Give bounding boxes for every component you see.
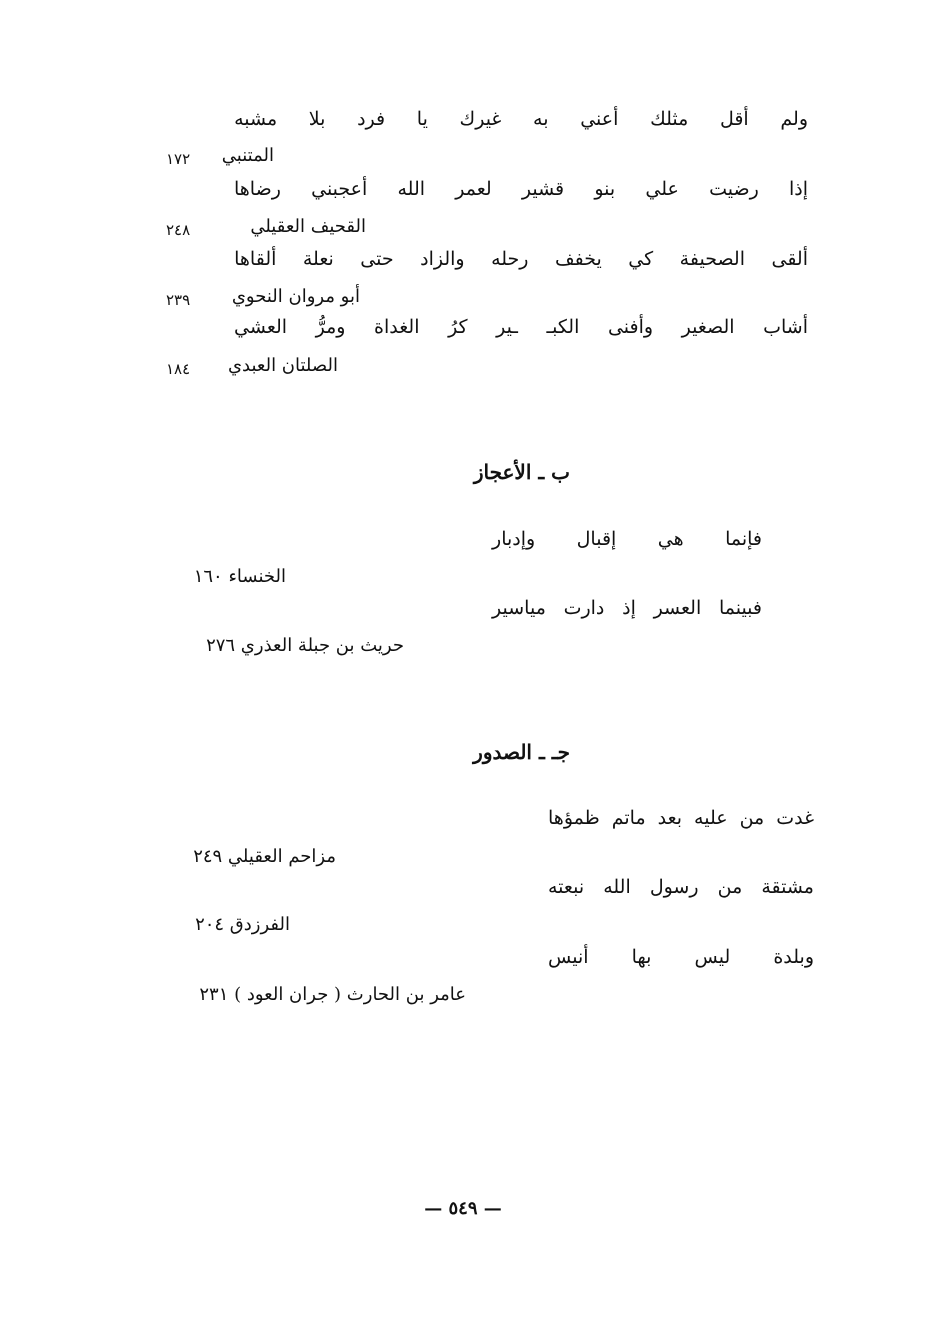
verse-word: مشتقة [761,876,814,898]
poet-name: عامر بن الحارث ( جران العود ) ٢٣١ [199,984,466,1005]
verse-word: الغداة [374,316,420,338]
verse-word: غيرك [459,108,502,130]
verse-word: إقبال [576,528,617,550]
verse-line [234,250,808,269]
verse-word: به [533,108,549,130]
verse-word: عليه [694,807,728,829]
verse-word: قشير [521,178,565,200]
verse-word: يا [416,108,428,130]
verse-word: ـير [496,316,518,338]
verse-word: علي [645,178,679,200]
verse-word: ألقاها [234,248,277,270]
verse-word: أعني [580,108,619,130]
verse-word: الله [603,876,631,898]
verse-word: بنو [594,178,616,200]
verse-word: ماتم [611,807,646,829]
verse-word: بعد [657,807,683,829]
page-ref: ١٧٢ [166,150,191,168]
verse-line [234,180,808,199]
page-ref: ١٨٤ [166,360,191,378]
verse-word: بلا [308,108,326,130]
verse-line [548,878,814,897]
verse-word: بها [631,946,652,968]
verse-line [492,530,762,549]
verse-word: رضاها [234,178,281,200]
verse-word: رحله [491,248,529,270]
verse-word: مياسير [492,597,546,619]
verse-line [234,110,808,129]
poet-name: الصلتان العبدي [227,355,338,376]
verse-word: كي [628,248,654,270]
verse-word: هي [657,528,684,550]
verse-line [548,948,814,967]
verse-word: أشاب [763,316,808,338]
verse-word: وإدبار [492,528,536,550]
verse-word: فإنما [725,528,762,550]
poet-name: أبو مروان النحوي [231,286,360,307]
verse-word: الصغير [681,316,735,338]
verse-word: نبعته [548,876,585,898]
verse-word: ليس [694,946,731,968]
verse-word: أنيس [548,946,589,968]
page-ref: ٢٤٨ [166,221,191,239]
verse-word: يخفف [554,248,602,270]
verse-word: فبينما [718,597,762,619]
poet-name: الفرزدق ٢٠٤ [195,914,290,935]
poet-name: مزاحم العقيلي ٢٤٩ [193,846,336,867]
verse-word: ظمؤها [548,807,600,829]
verse-word: وبلدة [773,946,814,968]
verse-word: ألقى [771,248,808,270]
verse-word: لعمر [455,178,492,200]
section-heading-c: جـ ـ الصدور [473,740,570,764]
verse-word: العسر [653,597,702,619]
verse-word: الكبـ [546,316,580,338]
verse-word: أقل [719,108,749,130]
verse-line [492,599,762,618]
verse-word: رضيت [709,178,759,200]
verse-word: حتى [360,248,394,270]
poet-name: حريث بن جبلة العذري ٢٧٦ [206,635,404,656]
poet-name: المتنبي [221,145,274,166]
verse-line [234,318,808,337]
verse-word: من [717,876,743,898]
section-heading-b: ب ـ الأعجاز [473,460,570,484]
verse-word: أعجبني [311,178,368,200]
verse-word: العشي [234,316,288,338]
verse-word: إذ [622,597,636,619]
page-number: — ٥٤٩ — [424,1198,502,1219]
verse-word: دارت [563,597,605,619]
poet-name: الخنساء ١٦٠ [193,566,286,587]
verse-word: الله [397,178,426,200]
verse-word: رسول [649,876,699,898]
verse-word: وأفنى [607,316,654,338]
verse-word: من [739,807,765,829]
verse-word: غدت [776,807,814,829]
verse-word: ومرُّ [315,316,346,338]
verse-word: والزاد [420,248,465,270]
verse-word: نعلة [302,248,334,270]
verse-word: الصحيفة [679,248,745,270]
verse-word: مشبه [234,108,278,130]
verse-word: إذا [788,178,808,200]
verse-line [548,809,814,828]
verse-word: مثلك [650,108,689,130]
verse-word: ولم [780,108,808,130]
verse-word: كرُ [448,316,468,338]
poet-name: القحيف العقيلي [250,216,366,237]
page-ref: ٢٣٩ [166,291,191,309]
verse-word: فرد [357,108,386,130]
